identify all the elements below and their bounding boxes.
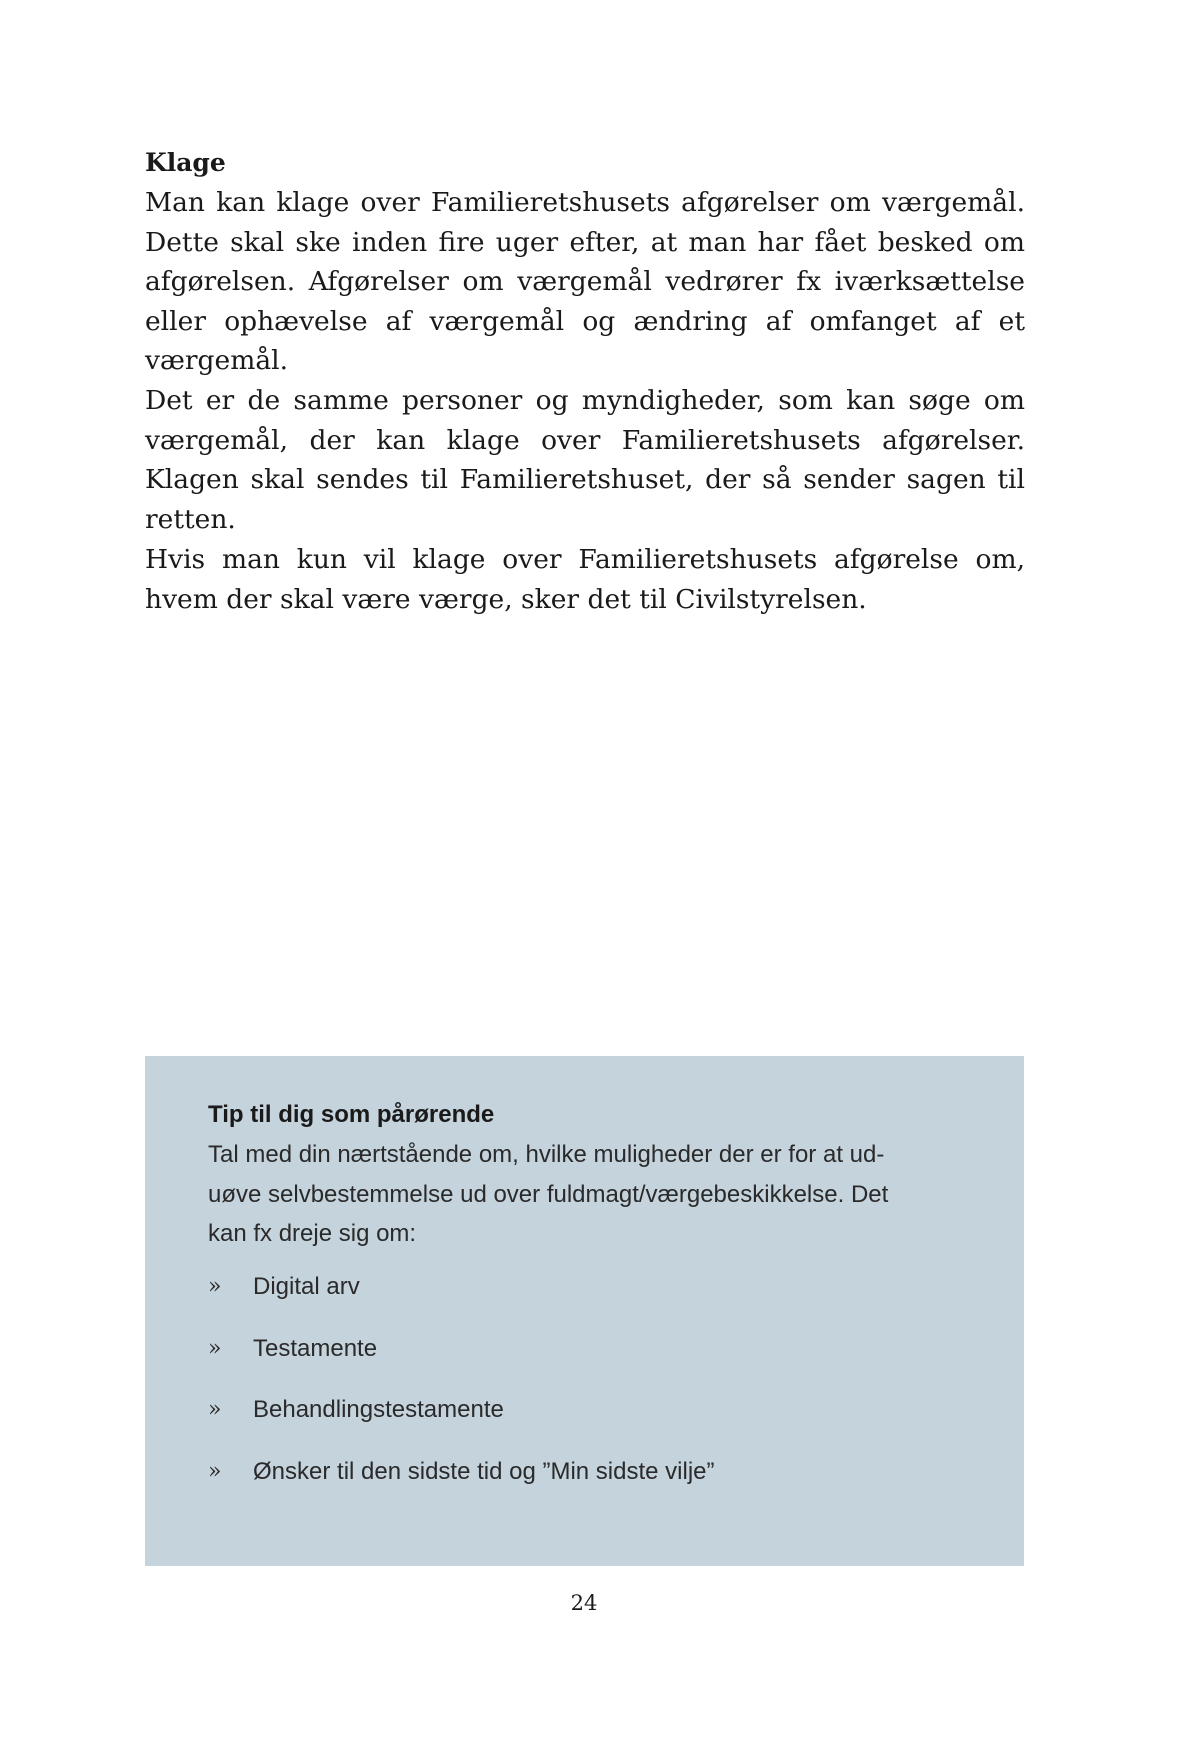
tip-title: Tip til dig som pårørende (208, 1101, 495, 1128)
tip-list (208, 1272, 968, 1518)
tip-box (145, 1056, 1024, 1566)
list-item-label: Behandlingstestamente (253, 1396, 504, 1423)
paragraph-1: Man kan klage over Familieretshusets afgørelser om værgemål. Dette skal ske inden fire uger efter, at man har fået besked om afgørelsen. Afgørelser om værgemål vedrører fx iværksættelse eller ophævelse af værgemål og ændring af omfanget af et værgemål. (145, 187, 1025, 376)
paragraph-2: Det er de samme personer og myndigheder, som kan søge om værgemål, der kan klage over Familieretshusets afgørelser. Klagen skal sendes til Familieretshuset, der så sender sagen til retten. (145, 385, 1025, 535)
bullet-marker: » (208, 1274, 222, 1299)
list-item-label: Ønsker til den sidste tid og ”Min sidste vilje” (253, 1457, 715, 1485)
list-item-label: Digital arv (253, 1273, 360, 1300)
list-item-label: Testamente (253, 1334, 378, 1362)
bullet-marker: » (208, 1458, 222, 1484)
list-item (208, 1334, 968, 1396)
list-item (208, 1395, 968, 1457)
paragraph-3: Hvis man kun vil klage over Familieretshusets afgørelse om, hvem der skal være værge, sker det til Civilstyrelsen. (145, 544, 1025, 615)
list-item (208, 1457, 968, 1519)
bullet-marker: » (208, 1397, 222, 1422)
tip-text: Tal med din nærtstående om, hvilke muligheder der er for at uduøve selvbestemmelse ud over fuldmagt/værgebeskikkelse. Det kan fx dreje sig om: (208, 1141, 889, 1247)
list-item (208, 1272, 968, 1334)
bullet-marker: » (208, 1335, 222, 1361)
section-heading: Klage (145, 148, 226, 177)
page-number: 24 (570, 1591, 598, 1615)
